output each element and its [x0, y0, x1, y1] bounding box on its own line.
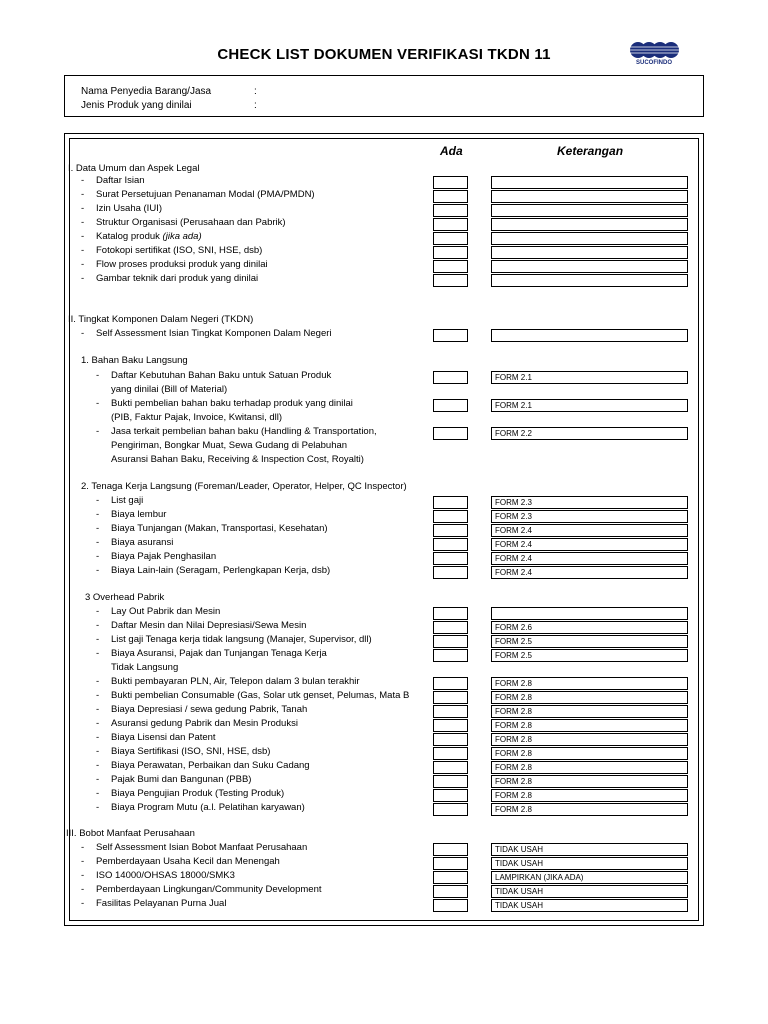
dash-bullet: - [96, 774, 100, 785]
ada-checkbox[interactable] [433, 176, 468, 189]
keterangan-field[interactable]: FORM 2.6 [491, 621, 688, 634]
checklist-item: Asuransi gedung Pabrik dan Mesin Produksi [111, 718, 298, 729]
dash-bullet: - [96, 551, 100, 562]
keterangan-field[interactable]: TIDAK USAH [491, 899, 688, 912]
dash-bullet: - [81, 245, 85, 256]
sucofindo-logo [626, 40, 682, 70]
ada-checkbox[interactable] [433, 204, 468, 217]
checklist-item: Gambar teknik dari produk yang dinilai [96, 273, 259, 284]
keterangan-field[interactable]: FORM 2.4 [491, 566, 688, 579]
checklist-item: Pengiriman, Bongkar Muat, Sewa Gudang di Pelabuhan [111, 440, 348, 451]
dash-bullet: - [96, 370, 100, 381]
product-label: Jenis Produk yang dinilai [81, 100, 192, 111]
dash-bullet: - [81, 231, 85, 242]
checklist-item: Biaya Program Mutu (a.l. Pelatihan karyawan) [111, 802, 305, 813]
keterangan-field[interactable] [491, 260, 688, 273]
keterangan-field[interactable]: FORM 2.8 [491, 677, 688, 690]
dash-bullet: - [96, 746, 100, 757]
provider-label: Nama Penyedia Barang/Jasa [81, 86, 212, 97]
keterangan-field[interactable]: FORM 2.5 [491, 635, 688, 648]
keterangan-field[interactable]: FORM 2.4 [491, 552, 688, 565]
dash-bullet: - [96, 495, 100, 506]
checklist-item: Daftar Mesin dan Nilai Depresiasi/Sewa Mesin [111, 620, 307, 631]
checklist-item: Daftar Kebutuhan Bahan Baku untuk Satuan Produk [111, 370, 332, 381]
ada-checkbox[interactable] [433, 218, 468, 231]
ada-checkbox[interactable] [433, 260, 468, 273]
subsection-title: 2. Tenaga Kerja Langsung (Foreman/Leader, Operator, Helper, QC Inspector) [81, 481, 407, 492]
globe-icon [626, 40, 682, 62]
dash-bullet: - [96, 606, 100, 617]
logo-text: SUCOFINDO [636, 60, 672, 66]
provider-row [81, 86, 257, 97]
ada-checkbox[interactable] [433, 775, 468, 788]
checklist-item: Daftar Isian [96, 175, 145, 186]
checklist-item: Biaya asuransi [111, 537, 174, 548]
checklist-item: Fasilitas Pelayanan Purna Jual [96, 898, 227, 909]
ada-checkbox[interactable] [433, 691, 468, 704]
ada-checkbox[interactable] [433, 635, 468, 648]
ada-checkbox[interactable] [433, 747, 468, 760]
keterangan-field[interactable] [491, 329, 688, 342]
keterangan-field[interactable] [491, 607, 688, 620]
checklist-item: Biaya Pengujian Produk (Testing Produk) [111, 788, 285, 799]
checklist-item: Bukti pembayaran PLN, Air, Telepon dalam 3 bulan terakhir [111, 676, 360, 687]
dash-bullet: - [96, 620, 100, 631]
keterangan-field[interactable]: FORM 2.8 [491, 761, 688, 774]
checklist-item: Flow proses produksi produk yang dinilai [96, 259, 268, 270]
checklist-item: Biaya Asuransi, Pajak dan Tunjangan Tenaga Kerja [111, 648, 327, 659]
dash-bullet: - [96, 676, 100, 687]
ada-checkbox[interactable] [433, 857, 468, 870]
dash-bullet: - [81, 217, 85, 228]
keterangan-field[interactable]: FORM 2.8 [491, 803, 688, 816]
checklist-item: Biaya Pajak Penghasilan [111, 551, 217, 562]
ada-checkbox[interactable] [433, 649, 468, 662]
keterangan-field[interactable]: FORM 2.1 [491, 371, 688, 384]
checklist-item: Katalog produk (jika ada) [96, 231, 202, 242]
ada-checkbox[interactable] [433, 524, 468, 537]
checklist-item: yang dinilai (Bill of Material) [111, 384, 228, 395]
checklist-item: Pemberdayaan Usaha Kecil dan Menengah [96, 856, 280, 867]
dash-bullet: - [96, 648, 100, 659]
dash-bullet: - [96, 704, 100, 715]
keterangan-field[interactable]: FORM 2.8 [491, 775, 688, 788]
ada-checkbox[interactable] [433, 899, 468, 912]
keterangan-field[interactable]: FORM 2.8 [491, 705, 688, 718]
dash-bullet: - [96, 788, 100, 799]
dash-bullet: - [81, 175, 85, 186]
keterangan-field[interactable]: FORM 2.8 [491, 733, 688, 746]
katalog-note: (jika ada) [159, 231, 202, 242]
checklist-item: Biaya Perawatan, Perbaikan dan Suku Cadang [111, 760, 310, 771]
keterangan-field[interactable]: TIDAK USAH [491, 843, 688, 856]
checklist-item: Struktur Organisasi (Perusahaan dan Pabrik) [96, 217, 286, 228]
dash-bullet: - [96, 523, 100, 534]
dash-bullet: - [96, 426, 100, 437]
dash-bullet: - [81, 259, 85, 270]
checklist-item-cont: Tidak Langsung [111, 662, 179, 673]
keterangan-field[interactable]: TIDAK USAH [491, 885, 688, 898]
ada-checkbox[interactable] [433, 246, 468, 259]
column-ada: Ada [440, 144, 463, 158]
checklist-item: Biaya Lisensi dan Patent [111, 732, 216, 743]
dash-bullet: - [96, 634, 100, 645]
ada-checkbox[interactable] [433, 677, 468, 690]
dash-bullet: - [96, 509, 100, 520]
header-info-box [64, 75, 704, 117]
ada-checkbox[interactable] [433, 885, 468, 898]
checklist-item: Biaya Lain-lain (Seragam, Perlengkapan Kerja, dsb) [111, 565, 331, 576]
dash-bullet: - [96, 802, 100, 813]
ada-checkbox[interactable] [433, 371, 468, 384]
ada-checkbox[interactable] [433, 803, 468, 816]
dash-bullet: - [96, 732, 100, 743]
keterangan-field[interactable]: FORM 2.8 [491, 789, 688, 802]
keterangan-field[interactable] [491, 232, 688, 245]
checklist-item: List gaji [111, 495, 144, 506]
checklist-item: Self Assessment Isian Tingkat Komponen Dalam Negeri [96, 328, 332, 339]
ada-checkbox[interactable] [433, 761, 468, 774]
dash-bullet: - [96, 537, 100, 548]
ada-checkbox[interactable] [433, 566, 468, 579]
checklist-item: List gaji Tenaga kerja tidak langsung (Manajer, Supervisor, dll) [111, 634, 372, 645]
checklist-item: Asuransi Bahan Baku, Receiving & Inspection Cost, Royalti) [111, 454, 364, 465]
ada-checkbox[interactable] [433, 329, 468, 342]
dash-bullet: - [81, 856, 85, 867]
dash-bullet: - [81, 884, 85, 895]
dash-bullet: - [96, 760, 100, 771]
keterangan-field[interactable] [491, 190, 688, 203]
dash-bullet: - [81, 328, 85, 339]
ada-checkbox[interactable] [433, 843, 468, 856]
keterangan-field[interactable]: FORM 2.4 [491, 538, 688, 551]
ada-checkbox[interactable] [433, 705, 468, 718]
dash-bullet: - [81, 898, 85, 909]
dash-bullet: - [96, 398, 100, 409]
checklist-item: Surat Persetujuan Penanaman Modal (PMA/PMDN) [96, 189, 315, 200]
checklist-item: Biaya Sertifikasi (ISO, SNI, HSE, dsb) [111, 746, 271, 757]
checklist-item: Biaya Depresiasi / sewa gedung Pabrik, Tanah [111, 704, 308, 715]
ada-checkbox[interactable] [433, 496, 468, 509]
ada-checkbox[interactable] [433, 232, 468, 245]
provider-colon: : [254, 86, 257, 97]
keterangan-field[interactable]: TIDAK USAH [491, 857, 688, 870]
page-title: CHECK LIST DOKUMEN VERIFIKASI TKDN 11 [217, 46, 551, 63]
keterangan-field[interactable]: FORM 2.8 [491, 719, 688, 732]
column-keterangan: Keterangan [557, 144, 624, 158]
keterangan-field[interactable]: FORM 2.4 [491, 524, 688, 537]
ada-checkbox[interactable] [433, 190, 468, 203]
keterangan-field[interactable] [491, 176, 688, 189]
checklist-item: Pajak Bumi dan Bangunan (PBB) [111, 774, 252, 785]
ada-checkbox[interactable] [433, 607, 468, 620]
keterangan-field[interactable]: FORM 2.5 [491, 649, 688, 662]
section-title: II. Tingkat Komponen Dalam Negeri (TKDN) [68, 314, 254, 325]
product-colon: : [254, 100, 257, 111]
ada-checkbox[interactable] [433, 427, 468, 440]
ada-checkbox[interactable] [433, 789, 468, 802]
ada-checkbox[interactable] [433, 510, 468, 523]
dash-bullet: - [81, 189, 85, 200]
checklist-item: Biaya lembur [111, 509, 167, 520]
ada-checkbox[interactable] [433, 621, 468, 634]
checklist-item: Self Assessment Isian Bobot Manfaat Perusahaan [96, 842, 308, 853]
product-row [81, 100, 257, 111]
keterangan-field[interactable]: FORM 2.1 [491, 399, 688, 412]
ada-checkbox[interactable] [433, 538, 468, 551]
ada-checkbox[interactable] [433, 733, 468, 746]
keterangan-field[interactable] [491, 204, 688, 217]
checklist-item: Bukti pembelian Consumable (Gas, Solar utk genset, Pelumas, Mata B [111, 690, 410, 701]
ada-checkbox[interactable] [433, 552, 468, 565]
subsection-title: 3 Overhead Pabrik [85, 592, 165, 603]
keterangan-field[interactable]: FORM 2.2 [491, 427, 688, 440]
dash-bullet: - [81, 203, 85, 214]
keterangan-field[interactable]: FORM 2.3 [491, 510, 688, 523]
dash-bullet: - [81, 273, 85, 284]
keterangan-field[interactable]: FORM 2.3 [491, 496, 688, 509]
checklist-item: (PIB, Faktur Pajak, Invoice, Kwitansi, dll) [111, 412, 283, 423]
keterangan-field[interactable]: LAMPIRKAN (JIKA ADA) [491, 871, 688, 884]
checklist-item: Bukti pembelian bahan baku terhadap produk yang dinilai [111, 398, 353, 409]
keterangan-field[interactable] [491, 274, 688, 287]
subsection-title: 1. Bahan Baku Langsung [81, 355, 188, 366]
dash-bullet: - [81, 870, 85, 881]
checklist-item: Izin Usaha (IUI) [96, 203, 162, 214]
section-title: III. Bobot Manfaat Perusahaan [66, 828, 195, 839]
dash-bullet: - [96, 718, 100, 729]
keterangan-field[interactable]: FORM 2.8 [491, 691, 688, 704]
dash-bullet: - [96, 690, 100, 701]
keterangan-field[interactable] [491, 246, 688, 259]
checklist-item: Lay Out Pabrik dan Mesin [111, 606, 221, 617]
ada-checkbox[interactable] [433, 871, 468, 884]
dash-bullet: - [96, 565, 100, 576]
checklist-item: Pemberdayaan Lingkungan/Community Development [96, 884, 322, 895]
checklist-item: ISO 14000/OHSAS 18000/SMK3 [96, 870, 235, 881]
checklist-item: Fotokopi sertifikat (ISO, SNI, HSE, dsb) [96, 245, 263, 256]
ada-checkbox[interactable] [433, 719, 468, 732]
section-title: I. Data Umum dan Aspek Legal [68, 163, 200, 174]
keterangan-field[interactable] [491, 218, 688, 231]
keterangan-field[interactable]: FORM 2.8 [491, 747, 688, 760]
ada-checkbox[interactable] [433, 274, 468, 287]
checklist-item: Jasa terkait pembelian bahan baku (Handling & Transportation, [111, 426, 377, 437]
dash-bullet: - [81, 842, 85, 853]
ada-checkbox[interactable] [433, 399, 468, 412]
checklist-item: Biaya Tunjangan (Makan, Transportasi, Kesehatan) [111, 523, 328, 534]
